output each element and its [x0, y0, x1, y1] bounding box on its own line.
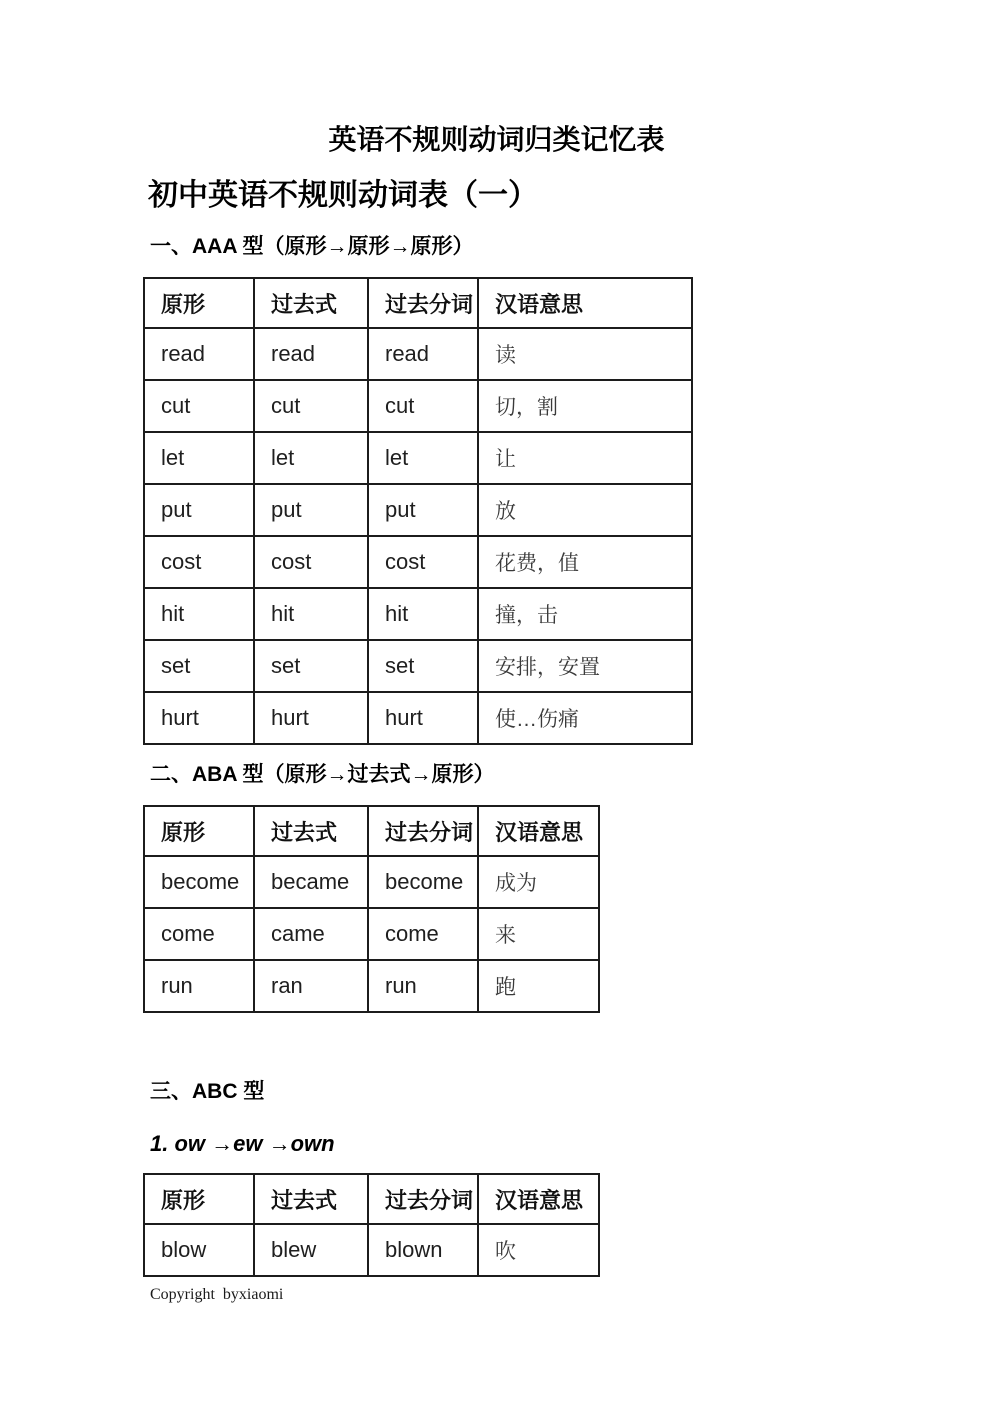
verb-cell: ran [254, 960, 368, 1012]
table-row [144, 692, 692, 744]
column-header: 过去分词 [368, 806, 478, 856]
table-header-row [144, 1174, 599, 1224]
column-header: 过去分词 [368, 1174, 478, 1224]
column-header: 汉语意思 [478, 806, 599, 856]
verb-cell: cost [254, 536, 368, 588]
verb-cell: set [368, 640, 478, 692]
verb-cell: read [368, 328, 478, 380]
verb-cell: read [144, 328, 254, 380]
verb-table-abc [143, 1173, 600, 1277]
verb-cell: hurt [368, 692, 478, 744]
verb-cell: hurt [254, 692, 368, 744]
table-row [144, 856, 599, 908]
verb-cell: set [254, 640, 368, 692]
subsection-heading-ow-ew-own: 1. ow →ew →own [150, 1131, 335, 1156]
table-row [144, 328, 692, 380]
verb-cell: blew [254, 1224, 368, 1276]
section-heading-abc: 三、ABC 型 [150, 1080, 265, 1103]
table-row [144, 640, 692, 692]
verb-cell: cost [368, 536, 478, 588]
section-heading-aba: 二、ABA 型（原形→过去式→原形） [150, 763, 495, 786]
verb-cell: become [368, 856, 478, 908]
table-row [144, 1224, 599, 1276]
section-heading-aaa: 一、AAA 型（原形→原形→原形） [150, 235, 474, 258]
verb-cell: blow [144, 1224, 254, 1276]
column-header: 过去式 [254, 806, 368, 856]
column-header: 原形 [144, 1174, 254, 1224]
verb-cell: become [144, 856, 254, 908]
column-header: 汉语意思 [478, 1174, 599, 1224]
verb-cell: hit [254, 588, 368, 640]
verb-cell: hit [144, 588, 254, 640]
table-row [144, 588, 692, 640]
verb-cell: read [254, 328, 368, 380]
verb-cell: set [144, 640, 254, 692]
meaning-cell: 来 [478, 908, 599, 960]
verb-cell: became [254, 856, 368, 908]
verb-table-aba [143, 805, 600, 1013]
table-row [144, 908, 599, 960]
meaning-cell: 切，割 [478, 380, 692, 432]
verb-cell: cost [144, 536, 254, 588]
verb-cell: let [144, 432, 254, 484]
meaning-cell: 放 [478, 484, 692, 536]
column-header: 原形 [144, 278, 254, 328]
column-header: 原形 [144, 806, 254, 856]
table-header-row [144, 278, 692, 328]
verb-cell: hit [368, 588, 478, 640]
verb-cell: cut [368, 380, 478, 432]
column-header: 过去分词 [368, 278, 478, 328]
meaning-cell: 读 [478, 328, 692, 380]
meaning-cell: 安排，安置 [478, 640, 692, 692]
table-row [144, 536, 692, 588]
verb-table-aaa [143, 277, 693, 745]
column-header: 过去式 [254, 278, 368, 328]
table-row [144, 432, 692, 484]
table-header-row [144, 806, 599, 856]
verb-cell: blown [368, 1224, 478, 1276]
verb-cell: let [368, 432, 478, 484]
column-header: 汉语意思 [478, 278, 692, 328]
verb-cell: come [144, 908, 254, 960]
verb-cell: hurt [144, 692, 254, 744]
verb-cell: cut [254, 380, 368, 432]
table-row [144, 380, 692, 432]
verb-cell: came [254, 908, 368, 960]
copyright-text: Copyright byxiaomi [150, 1286, 284, 1303]
document-title: 英语不规则动词归类记忆表 [328, 124, 665, 155]
column-header: 过去式 [254, 1174, 368, 1224]
verb-cell: put [368, 484, 478, 536]
table-row [144, 960, 599, 1012]
meaning-cell: 吹 [478, 1224, 599, 1276]
verb-cell: run [368, 960, 478, 1012]
verb-cell: put [254, 484, 368, 536]
table-row [144, 484, 692, 536]
meaning-cell: 撞，击 [478, 588, 692, 640]
verb-cell: put [144, 484, 254, 536]
document-subtitle: 初中英语不规则动词表（一） [148, 179, 538, 212]
verb-cell: cut [144, 380, 254, 432]
meaning-cell: 让 [478, 432, 692, 484]
meaning-cell: 成为 [478, 856, 599, 908]
meaning-cell: 跑 [478, 960, 599, 1012]
verb-cell: let [254, 432, 368, 484]
verb-cell: come [368, 908, 478, 960]
verb-cell: run [144, 960, 254, 1012]
meaning-cell: 花费，值 [478, 536, 692, 588]
meaning-cell: 使…伤痛 [478, 692, 692, 744]
